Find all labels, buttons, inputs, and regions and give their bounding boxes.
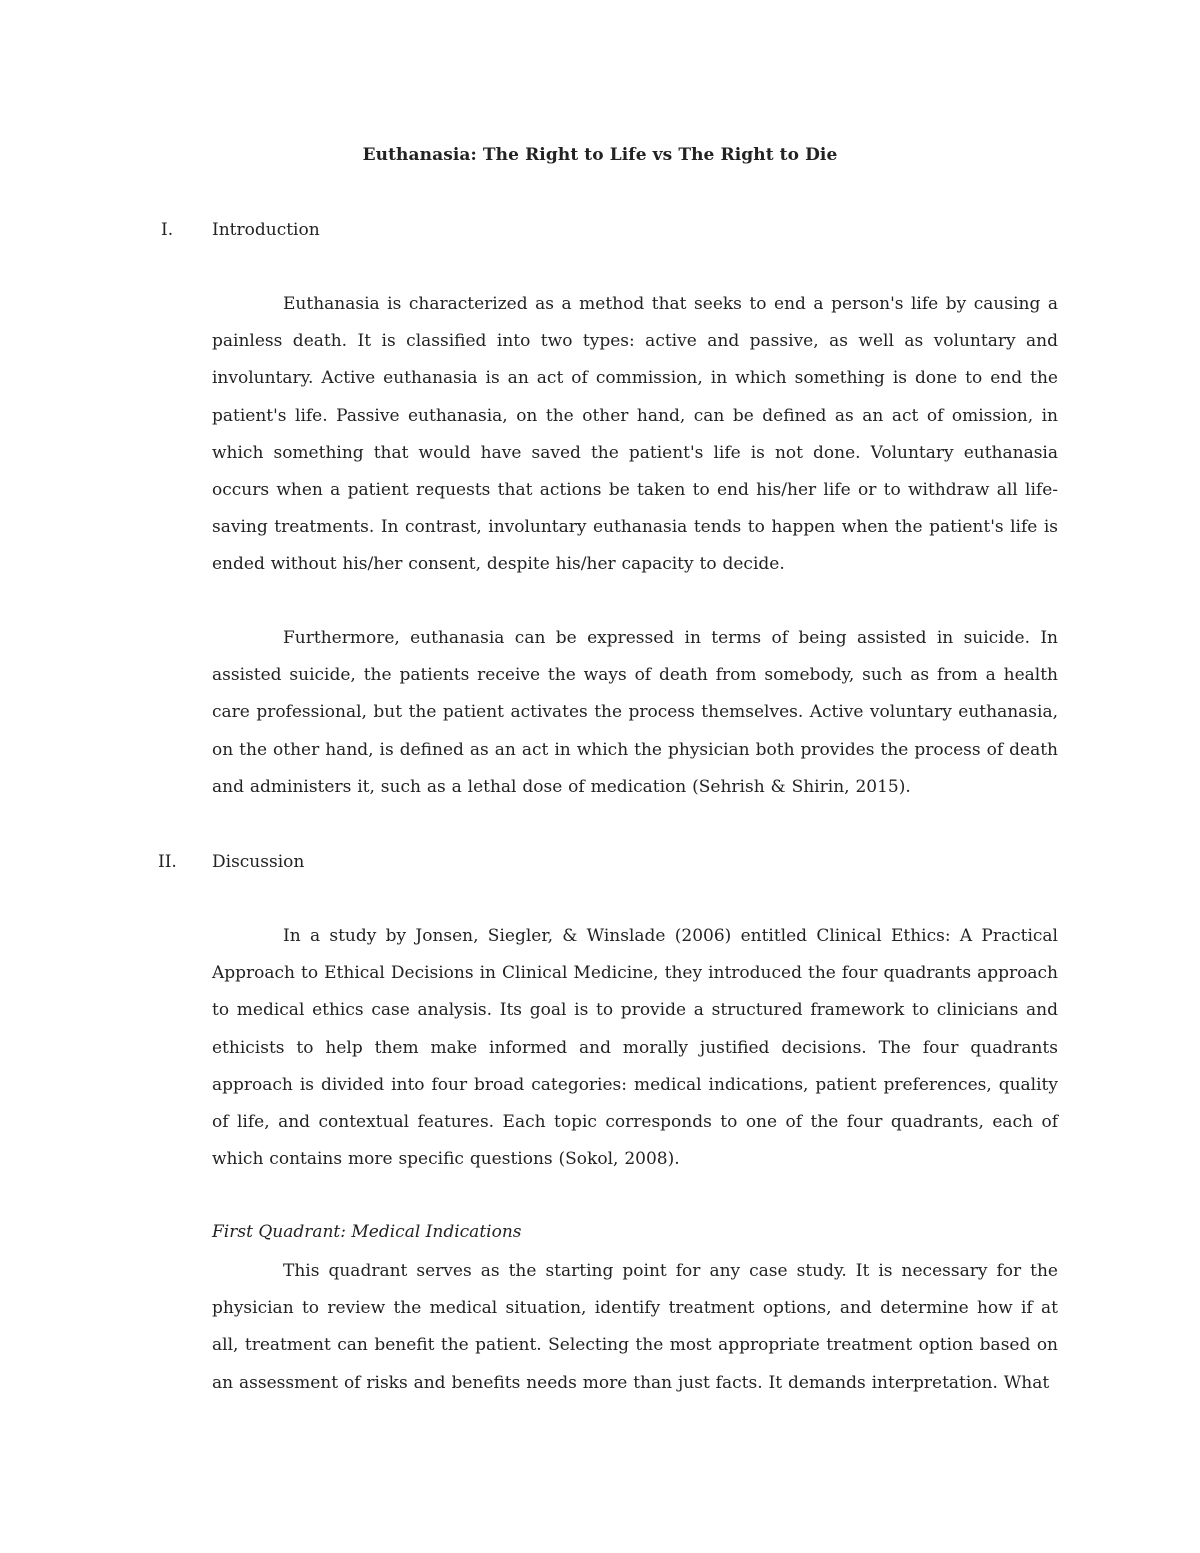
section-number: II. <box>158 852 177 872</box>
document-title: Euthanasia: The Right to Life vs The Right to Die <box>362 145 838 165</box>
first-quadrant-paragraph: This quadrant serves as the starting point for any case study. It is necessary for the physician to review the medical situation, identify treatment options, and determine how if at all, treatment can benefit the patient. Selecting the most appropriate treatment option based on an assessment of risks and benefits needs more than just facts. It demands interpretation. What <box>212 1261 1058 1393</box>
discussion-paragraph-1: In a study by Jonsen, Siegler, & Winslade (2006) entitled Clinical Ethics: A Practical Approach to Ethical Decisions in Clinical Medicine, they introduced the four quadrants approach to medical ethics case analysis. Its goal is to provide a structured framework to clinicians and ethicists to help them make informed and morally justified decisions. The four quadrants approach is divided into four broad categories: medical indications, patient preferences, quality of life, and contextual features. Each topic corresponds to one of the four quadrants, each of which contains more specific questions (Sokol, 2008). <box>212 926 1058 1170</box>
introduction-paragraph-2: Furthermore, euthanasia can be expressed in terms of being assisted in suicide. In assisted suicide, the patients receive the ways of death from somebody, such as from a health care professional, but the patient activates the process themselves. Active voluntary euthanasia, on the other hand, is defined as an act in which the physician both provides the process of death and administers it, such as a lethal dose of medication (Sehrish & Shirin, 2015). <box>212 628 1058 797</box>
subsection-heading-first-quadrant: First Quadrant: Medical Indications <box>212 1222 522 1242</box>
introduction-paragraph-1: Euthanasia is characterized as a method that seeks to end a person's life by causing a painless death. It is classified into two types: active and passive, as well as voluntary and involuntary. Active euthanasia is an act of commission, in which something is done to end the patient's life. Passive euthanasia, on the other hand, can be defined as an act of omission, in which something that would have saved the patient's life is not done. Voluntary euthanasia occurs when a patient requests that actions be taken to end his/her life or to withdraw all life-saving treatments. In contrast, involuntary euthanasia tends to happen when the patient's life is ended without his/her consent, despite his/her capacity to decide. <box>212 294 1058 575</box>
section-title: Discussion <box>212 852 305 872</box>
section-number: I. <box>161 220 174 240</box>
section-title: Introduction <box>212 220 320 240</box>
